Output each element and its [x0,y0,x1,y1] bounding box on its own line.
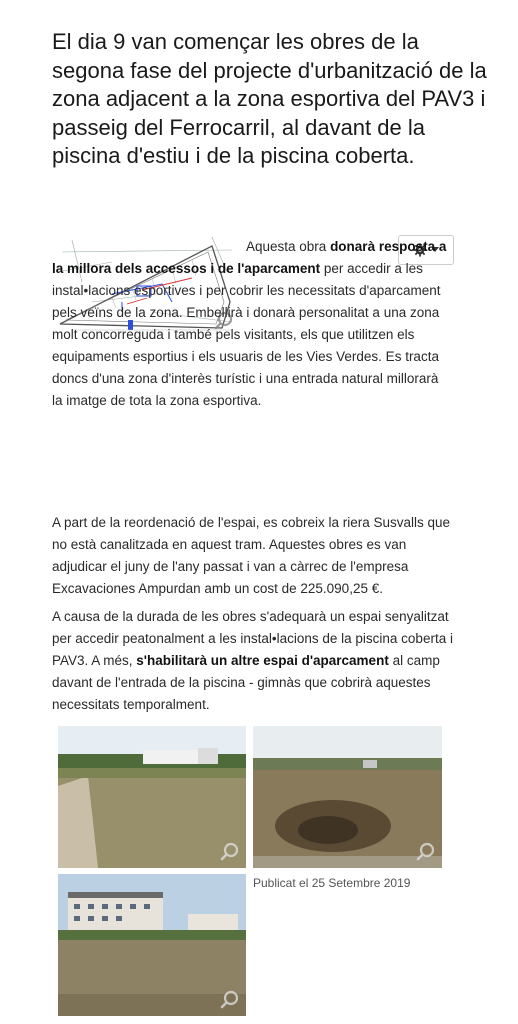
article-headline: El dia 9 van començar les obres de la segona fase del projecte d'urbanització de la zona adjacent a la zona esportiva del PAV3 i passeig del Ferrocarril, al davant de la piscina d'estiu i de la piscina coberta. [52,29,487,168]
parking-paragraph: A causa de la durada de les obres s'adequarà un espai senyalitzat per accedir peatonalment a les instal•lacions de la piscina coberta i PAV3. A més, s'habilitarà un altre espai d'aparcament al camp davant de l'entrada de la piscina - gimnàs que cobrirà aquestes necessitats temporalment. [52,609,453,712]
construction-photo-1[interactable] [58,726,246,868]
construction-photo-3[interactable] [58,874,246,1016]
published-date: Publicat el 25 Setembre 2019 [253,876,411,890]
intro-highlight: donarà resposta a la millora dels accessos i de l'aparcament [52,239,447,276]
construction-photo-2[interactable] [253,726,442,868]
intro-paragraph: Aquesta obra donarà resposta a la millora dels accessos i de l'aparcament per accedir a les instal•lacions esportives i per cobrir les necessitats d'aparcament pels veïns de la zona. Embellirà i donarà personalitat a una zona molt concorreguda i també pels visitants, els que utilitzen els equipaments esportius i els usuaris de les Vies Verdes. Es tracta doncs d'una zona d'interès turístic i una entrada natural millorarà la imatge de tota la zona esportiva. [52,239,447,408]
parking-highlight: s'habilitarà un altre espai d'aparcament [136,653,389,668]
magnifier-icon[interactable] [220,842,240,862]
works-paragraph: A part de la reordenació de l'espai, es cobreix la riera Susvalls que no està canalitzada en aquest tram. Aquestes obres es van adjudicar el juny de l'any passat i van a càrrec de l'empresa Excavaciones Ampurdan amb un cost de 225.090,25 €. [52,515,451,596]
magnifier-icon[interactable] [220,990,240,1010]
magnifier-icon[interactable] [416,842,436,862]
